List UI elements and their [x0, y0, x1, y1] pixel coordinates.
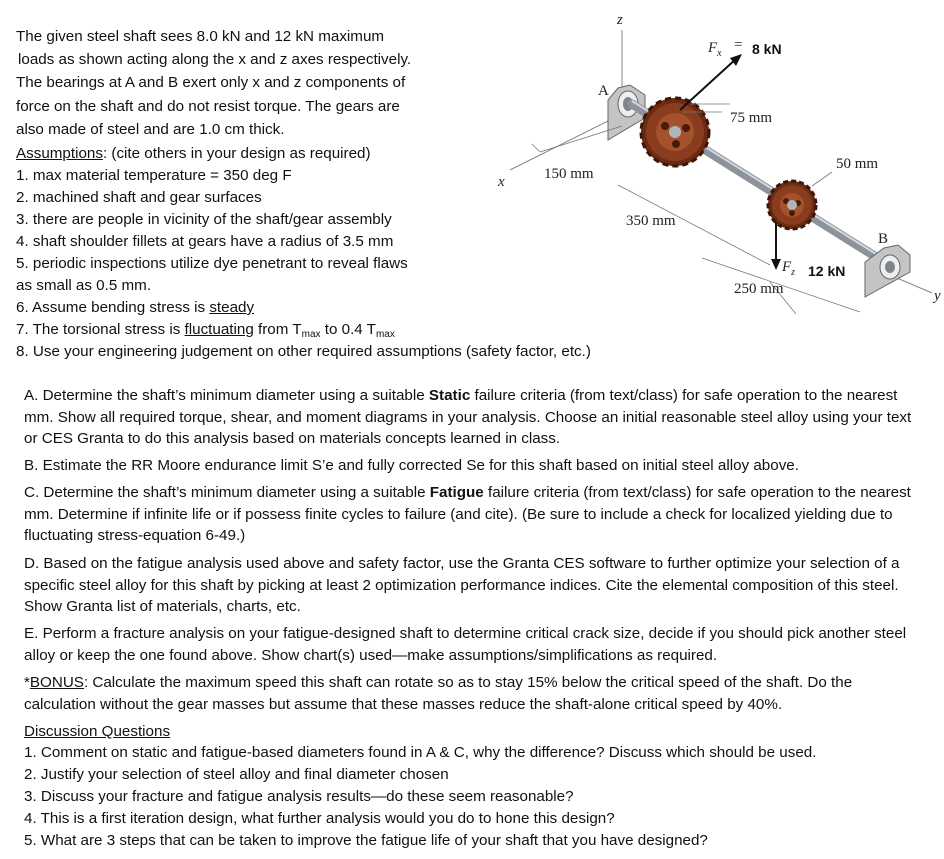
gear-large [641, 98, 709, 166]
task-e: E. Perform a fracture analysis on your fatigue-designed shaft to determine critical crack size, decide if you should pick another steel alloy or keep the one found above. Show chart(s) used—make assumptions/simplifications as required. [24, 625, 907, 664]
assumption-7-underlined: fluctuating [184, 321, 254, 338]
intro-line-3: The bearings at A and B exert only x and z components of [16, 74, 406, 91]
assumption-7-from: from T [253, 321, 302, 338]
intro-line-1: The given steel shaft sees 8.0 kN and 12 kN maximum [16, 28, 385, 45]
assumption-3: 3. there are people in vicinity of the shaft/gear assembly [16, 211, 392, 228]
task-d: D. Based on the fatigue analysis used above and safety factor, use the Granta CES software to further optimize your selection of a specific steel alloy for this shaft by picking at least 2 optimization performance indices. Cite the elemental composition of this steel. Show Granta list of materials, charts, etc. [24, 555, 900, 615]
x-axis-label: x [498, 174, 505, 190]
x-axis-line [510, 115, 620, 170]
bearing-a-label: A [598, 83, 609, 99]
task-b: B. Estimate the RR Moore endurance limit S’e and fully corrected Se for this shaft based on initial steel alloy above. [24, 457, 799, 474]
discussion-q1: 1. Comment on static and fatigue-based diameters found in A & C, why the difference? Discuss which should be used. [24, 744, 817, 761]
task-c-post: failure criteria (from text/class) for safe operation to the nearest mm. Determine if infinite life or if possess finite cycles to failure (and cite). (Be sure to include a check for localized yielding due to fluctuating stress-equation 6-49.) [24, 484, 911, 544]
assumption-6-underlined: steady [209, 299, 255, 316]
gear-small [768, 181, 816, 229]
dim-350mm: 350 mm [626, 213, 676, 229]
z-axis-label: z [617, 12, 623, 28]
force-fx-arrow [680, 58, 737, 110]
intro-line-2: loads as shown acting along the x and z axes respectively. [18, 51, 412, 68]
force-fz-label: $F_z$ [782, 259, 796, 278]
assumptions-heading [16, 143, 371, 165]
bearing-b-label: B [878, 231, 889, 247]
dim-75mm: 75 mm [730, 110, 773, 126]
discussion-q3: 3. Discuss your fracture and fatigue analysis results—do these seem reasonable? [24, 788, 574, 805]
task-bonus-star: * [24, 674, 30, 691]
task-bonus-label: BONUS [29, 674, 84, 691]
discussion-q2: 2. Justify your selection of steel alloy and final diameter chosen [24, 766, 449, 783]
discussion-q5: 5. What are 3 steps that can be taken to improve the fatigue life of your shaft that you have designed? [24, 832, 708, 849]
task-c [24, 482, 924, 547]
force-fx-arrowhead [730, 54, 742, 66]
task-a-pre: A. Determine the shaft’s minimum diameter using a suitable [24, 387, 429, 404]
force-fx-label: $F_x$ [708, 40, 722, 59]
assumption-2: 2. machined shaft and gear surfaces [16, 189, 262, 206]
assumptions-heading-label: Assumptions [16, 145, 103, 162]
force-fx-value: 8 kN [752, 41, 782, 57]
task-c-bold: Fatigue [429, 484, 484, 501]
task-a-post: failure criteria (from text/class) for safe operation to the nearest mm. Show all required torque, shear, and moment diagrams in your analysis. Choose an initial reasonable steel alloy using your text or CES Granta to do this analysis based on materials concepts learned in class. [24, 387, 912, 447]
dim-250mm: 250 mm [734, 281, 784, 297]
assumption-1: 1. max material temperature = 350 deg F [16, 167, 292, 184]
discussion-q4: 4. This is a first iteration design, what further analysis would you do to hone this design? [24, 810, 615, 827]
task-bonus [24, 672, 924, 715]
intro-line-4: force on the shaft and do not resist torque. The gears are [16, 98, 400, 115]
force-fz-value: 12 kN [808, 263, 846, 279]
intro-line-5: also made of steel and are 1.0 cm thick. [16, 121, 285, 138]
assumption-7-sub-2: max [375, 329, 395, 340]
assumption-4: 4. shaft shoulder fillets at gears have a radius of 3.5 mm [16, 233, 394, 250]
force-fz-arrowhead [771, 259, 781, 270]
y-axis-label: y [934, 288, 941, 304]
assumption-5a: 5. periodic inspections utilize dye penetrant to reveal flaws [16, 255, 408, 272]
assumptions-heading-suffix: : (cite others in your design as required) [102, 145, 371, 162]
task-a-bold: Static [428, 387, 471, 404]
assumption-6 [16, 297, 254, 319]
assumption-8: 8. Use your engineering judgement on other required assumptions (safety factor, etc.) [16, 343, 591, 360]
task-c-pre: C. Determine the shaft’s minimum diameter using a suitable [24, 484, 430, 501]
assumption-7-text: 7. The torsional stress is [16, 321, 185, 338]
assumption-5b: as small as 0.5 mm. [16, 277, 152, 294]
dim-50mm: 50 mm [836, 156, 879, 172]
dim-150mm: 150 mm [544, 166, 594, 182]
discussion-heading: Discussion Questions [24, 723, 171, 740]
assumption-6-text: 6. Assume bending stress is [16, 299, 210, 316]
force-fx-sep: = [734, 37, 743, 53]
shaft-gear-figure [440, 0, 944, 330]
task-a [24, 385, 924, 450]
assumption-7-sub-1: max [301, 329, 321, 340]
assumption-7-to: to 0.4 T [320, 321, 376, 338]
task-bonus-text: : Calculate the maximum speed this shaft can rotate so as to stay 15% below the critical speed of the shaft. Do the calculation without the gear masses but assume that these masses reduce the shaft-alone critical speed by 40%. [24, 674, 853, 713]
